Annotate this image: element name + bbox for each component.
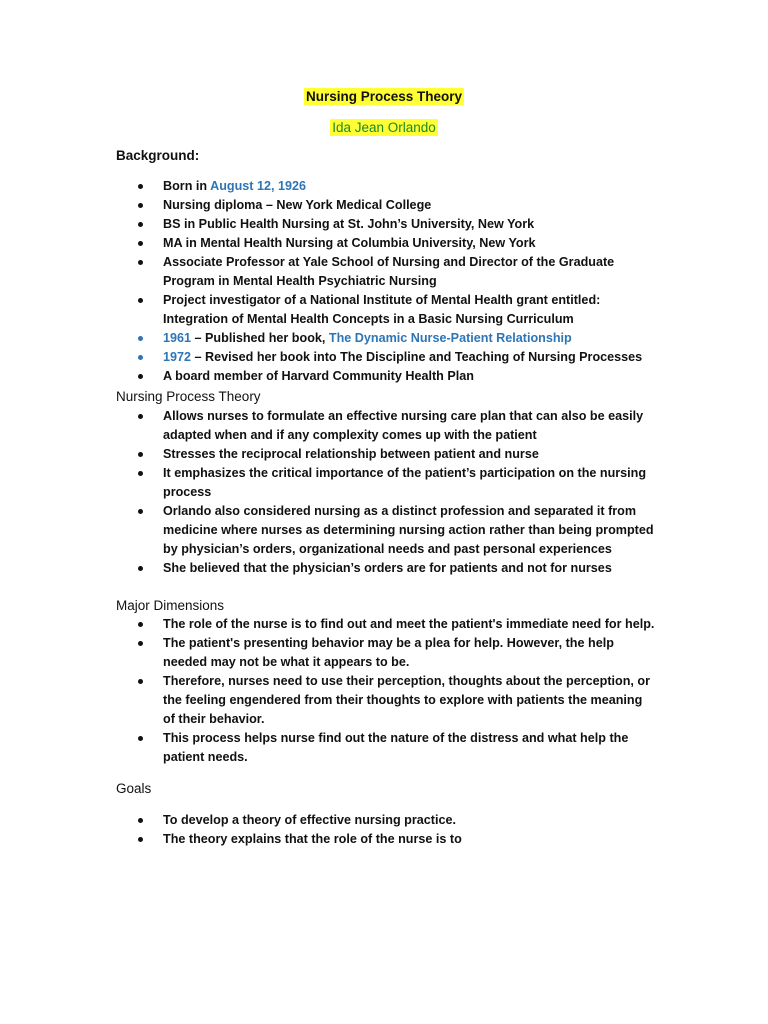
dimensions-heading: Major Dimensions [116, 598, 225, 613]
document-title [0, 88, 768, 106]
list-item: Project investigator of a National Institute of Mental Health grant entitled: Integration of Mental Health Concepts in a Basic Nursing Curriculum [116, 291, 656, 329]
list-item: She believed that the physician’s orders are for patients and not for nurses [116, 559, 656, 578]
list-item: The patient's presenting behavior may be a plea for help. However, the help needed may not be what it appears to be. [116, 634, 656, 672]
list-item: This process helps nurse find out the nature of the distress and what help the patient needs. [116, 729, 656, 767]
list-item: MA in Mental Health Nursing at Columbia University, New York [116, 234, 656, 253]
list-item: 1961 – Published her book, The Dynamic Nurse-Patient Relationship [116, 329, 656, 348]
list-item: The role of the nurse is to find out and meet the patient's immediate need for help. [116, 615, 656, 634]
document-author [0, 119, 768, 137]
list-item: The theory explains that the role of the nurse is to [116, 830, 656, 849]
list-item: Associate Professor at Yale School of Nursing and Director of the Graduate Program in Mental Health Psychiatric Nursing [116, 253, 656, 291]
list-item: BS in Public Health Nursing at St. John’s University, New York [116, 215, 656, 234]
list-item: Nursing diploma – New York Medical College [116, 196, 656, 215]
background-heading: Background: [116, 148, 200, 163]
theory-list [116, 407, 656, 578]
title-text: Nursing Process Theory [305, 89, 463, 104]
list-item: A board member of Harvard Community Health Plan [116, 367, 656, 386]
list-item: Allows nurses to formulate an effective nursing care plan that can also be easily adapted when and if any complexity comes up with the patient [116, 407, 656, 445]
list-item: Stresses the reciprocal relationship between patient and nurse [116, 445, 656, 464]
list-item: Born in August 12, 1926 [116, 177, 656, 196]
list-item: To develop a theory of effective nursing practice. [116, 811, 656, 830]
list-item: Therefore, nurses need to use their perception, thoughts about the perception, or the feeling engendered from their thoughts to explore with patients the meaning of their behavior. [116, 672, 656, 729]
list-item: 1972 – Revised her book into The Discipline and Teaching of Nursing Processes [116, 348, 656, 367]
goals-list [116, 811, 656, 849]
list-item: It emphasizes the critical importance of the patient’s participation on the nursing process [116, 464, 656, 502]
goals-heading: Goals [116, 781, 152, 796]
background-list [116, 177, 656, 386]
theory-heading: Nursing Process Theory [116, 389, 261, 404]
author-text: Ida Jean Orlando [332, 120, 436, 135]
dimensions-list [116, 615, 656, 767]
list-item: Orlando also considered nursing as a distinct profession and separated it from medicine where nurses as determining nursing action rather than being prompted by physician’s orders, organizational needs and past personal experiences [116, 502, 656, 559]
